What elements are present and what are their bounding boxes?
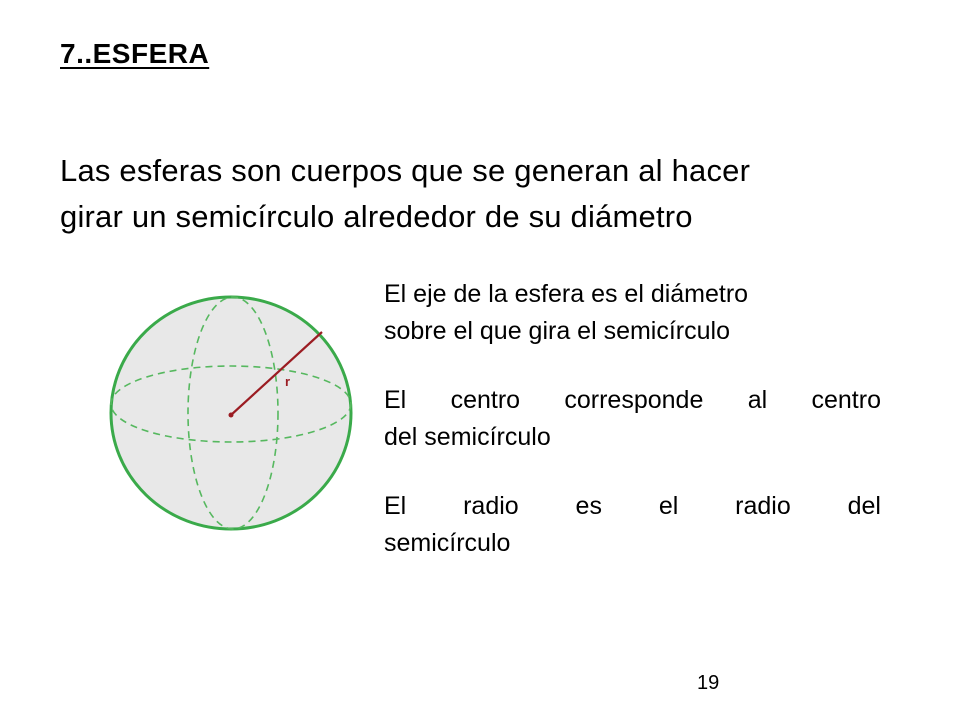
radius-word: el	[658, 492, 679, 520]
center-word: El	[384, 386, 407, 414]
center-word: al	[747, 386, 768, 414]
center-line-1	[384, 382, 881, 419]
radius-word: radio	[735, 492, 791, 520]
radius-word: El	[384, 492, 407, 520]
axis-line-1: El eje de la esfera es el diámetro	[384, 280, 749, 308]
center-paragraph	[384, 382, 881, 456]
radius-word: es	[575, 492, 602, 520]
slide-title: 7..ESFERA	[60, 38, 210, 69]
radius-word: del	[847, 492, 881, 520]
page-number: 19	[697, 672, 720, 694]
radius-label: r	[285, 374, 291, 389]
sphere-diagram	[108, 294, 356, 532]
axis-paragraph	[384, 276, 881, 350]
center-line-2: del semicírculo	[384, 423, 551, 451]
center-word: centro	[811, 386, 881, 414]
description-block	[384, 276, 881, 594]
radius-line-1	[384, 488, 881, 525]
radius-line-2: semicírculo	[384, 529, 511, 557]
intro-text	[60, 148, 920, 240]
radius-word: radio	[463, 492, 519, 520]
intro-line-1: Las esferas son cuerpos que se generan al hacer	[60, 153, 751, 188]
center-point	[229, 413, 234, 418]
center-word: corresponde	[564, 386, 704, 414]
intro-line-2: girar un semicírculo alrededor de su diámetro	[60, 199, 693, 234]
radius-paragraph	[384, 488, 881, 562]
axis-line-2: sobre el que gira el semicírculo	[384, 317, 730, 345]
center-word: centro	[450, 386, 521, 414]
